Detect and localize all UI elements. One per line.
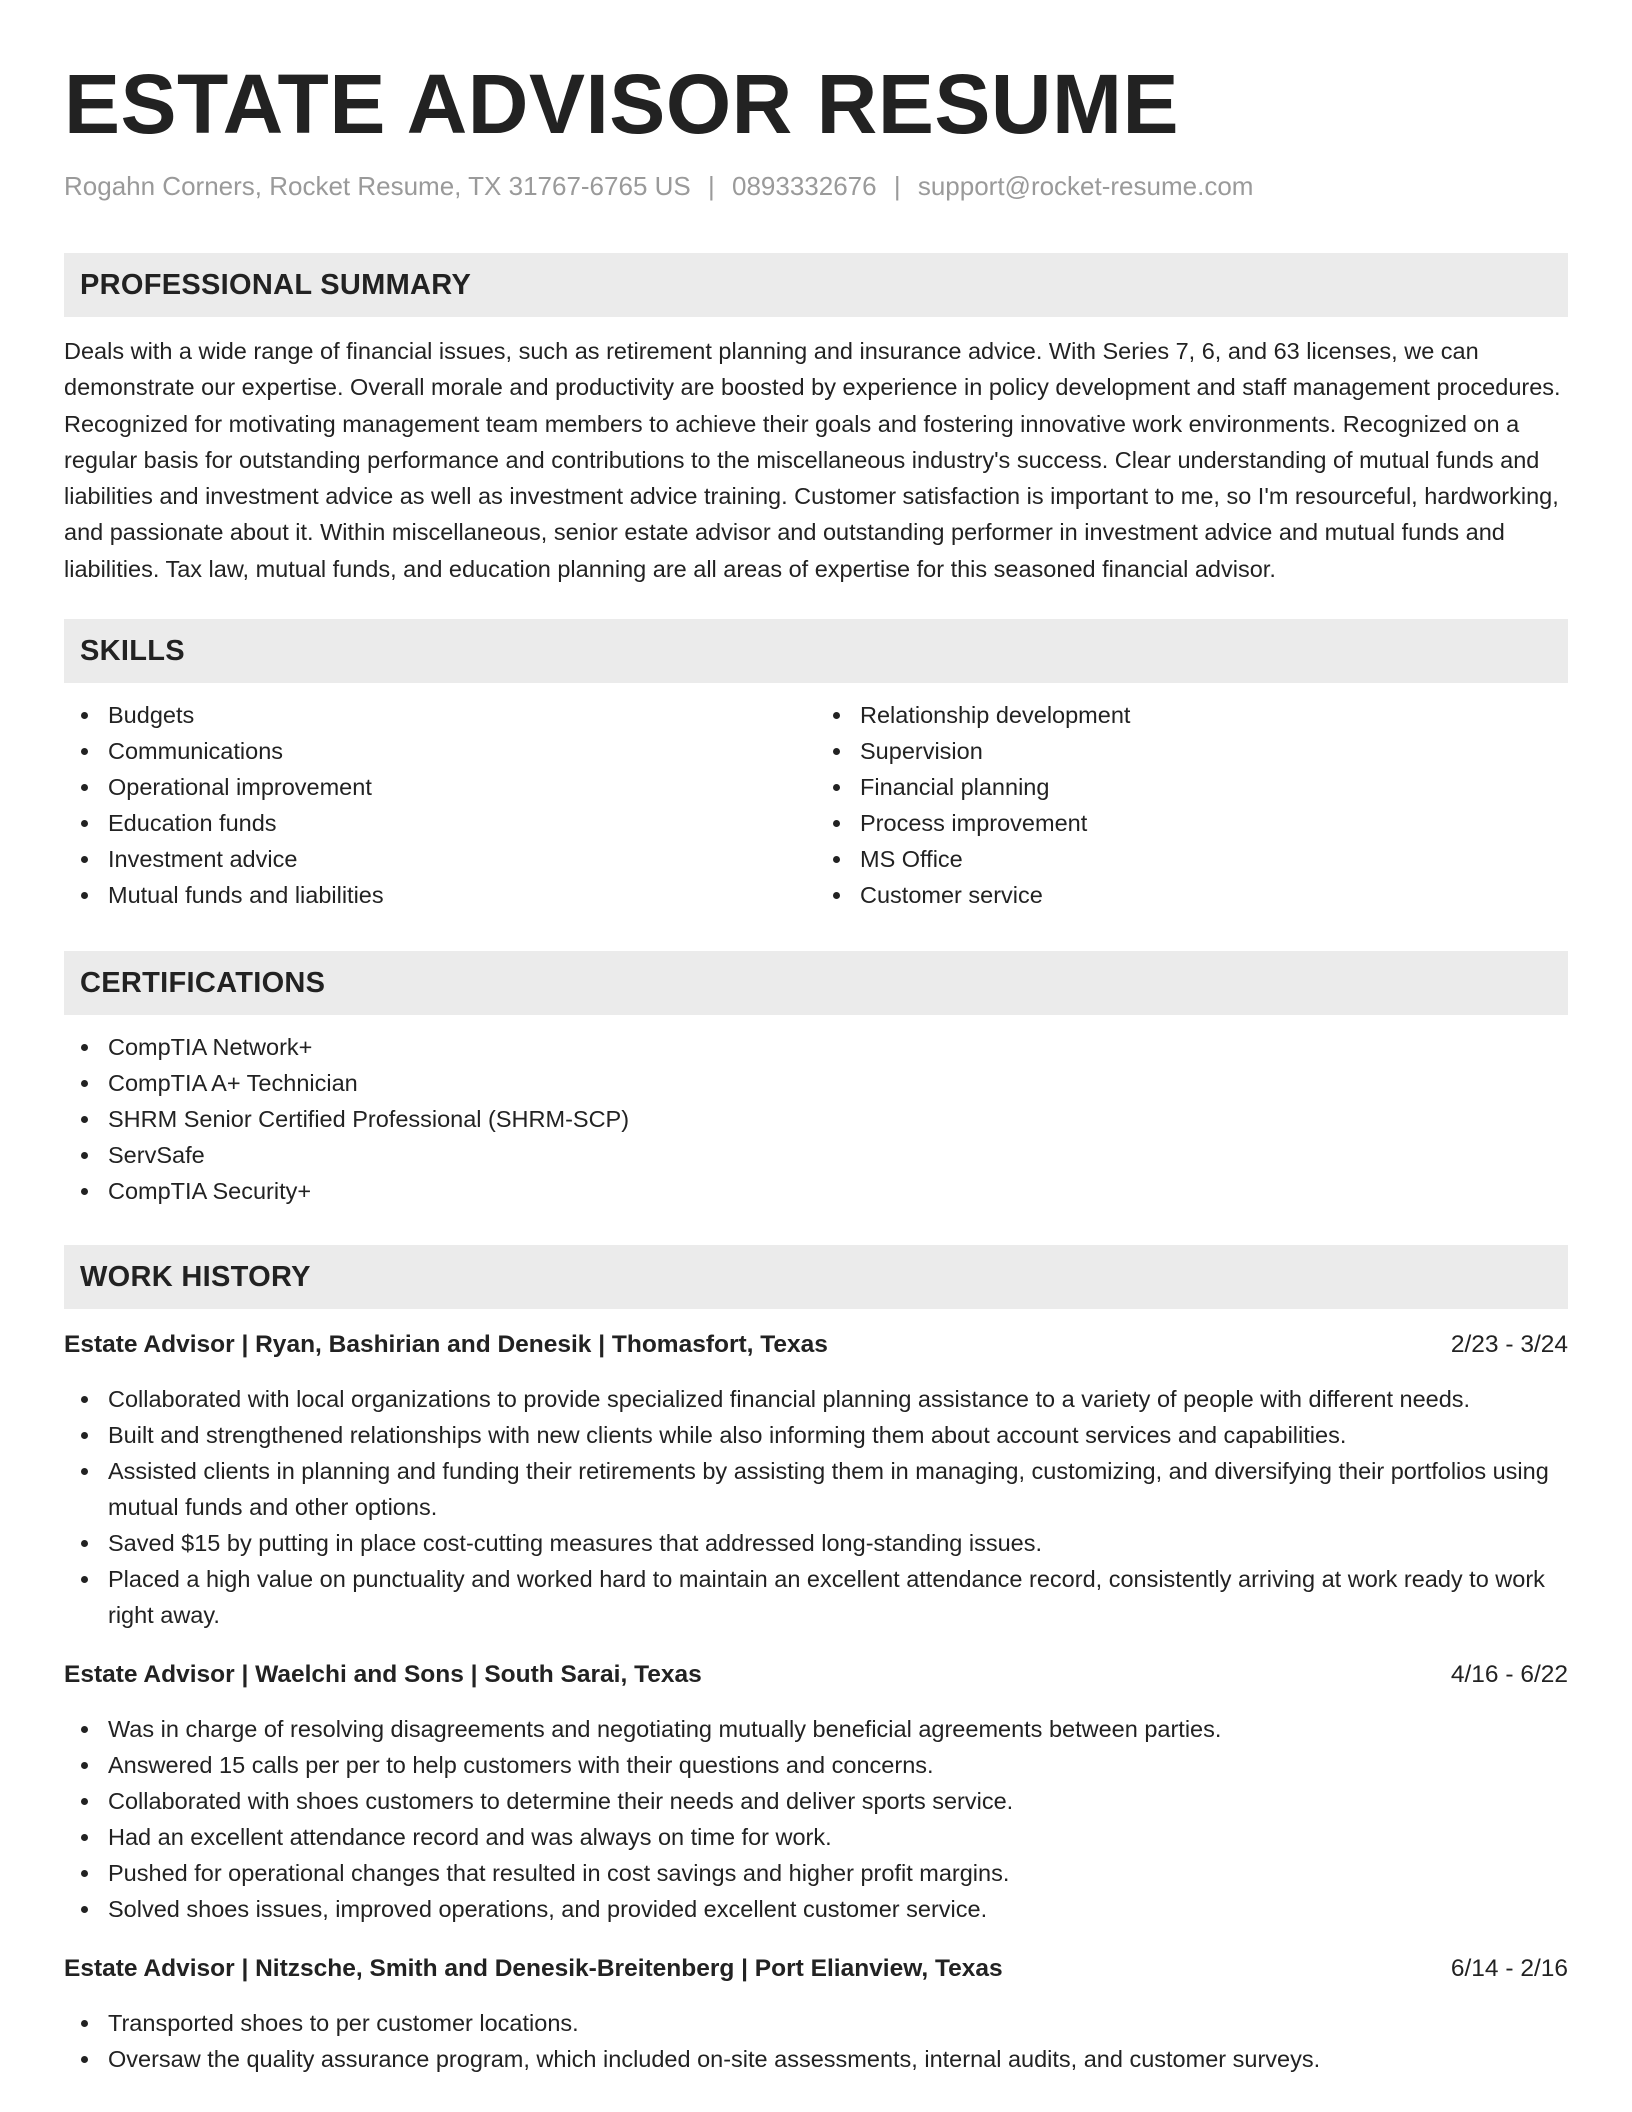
- job-bullet-list: [64, 2005, 1568, 2077]
- job-bullet: Built and strengthened relationships with new clients while also informing them about account services and capabilities.: [108, 1417, 1568, 1453]
- job-bullet: Pushed for operational changes that resulted in cost savings and higher profit margins.: [108, 1855, 1568, 1891]
- job-header: [64, 1327, 1568, 1363]
- skills-grid: [64, 697, 1568, 913]
- certifications-list: [64, 1029, 1568, 1209]
- skill-item: Communications: [108, 733, 816, 769]
- resume-page: [64, 0, 1568, 2077]
- skill-item: Process improvement: [860, 805, 1568, 841]
- summary-text: Deals with a wide range of financial issues, such as retirement planning and insurance advice. With Series 7, 6, and 63 licenses, we can demonstrate our expertise. Overall morale and productivity are boosted by experience in policy development and staff management procedures. Recognized for motivating management team members to achieve their goals and fostering innovative work environments. Recognized on a regular basis for outstanding performance and contributions to the miscellaneous industry's success. Clear understanding of mutual funds and liabilities and investment advice as well as investment advice training. Customer satisfaction is important to me, so I'm resourceful, hardworking, and passionate about it. Within miscellaneous, senior estate advisor and outstanding performer in investment advice and mutual funds and liabilities. Tax law, mutual funds, and education planning are all areas of expertise for this seasoned financial advisor.: [64, 338, 1561, 582]
- job-bullet: Transported shoes to per customer locations.: [108, 2005, 1568, 2041]
- certifications-heading: CERTIFICATIONS: [64, 951, 1568, 1015]
- contact-email: support@rocket-resume.com: [917, 171, 1254, 201]
- job-bullet: Was in charge of resolving disagreements and negotiating mutually beneficial agreements between parties.: [108, 1711, 1568, 1747]
- contact-address: Rogahn Corners, Rocket Resume, TX 31767-6765 US: [64, 171, 691, 201]
- job-entry: [64, 1951, 1568, 2077]
- contact-separator: |: [707, 171, 715, 201]
- skill-item: Investment advice: [108, 841, 816, 877]
- skill-item: Financial planning: [860, 769, 1568, 805]
- skills-column-right: [816, 697, 1568, 913]
- skill-item: Operational improvement: [108, 769, 816, 805]
- certification-item: CompTIA Network+: [108, 1029, 1568, 1065]
- job-bullet-list: [64, 1381, 1568, 1633]
- work-history-heading: WORK HISTORY: [64, 1245, 1568, 1309]
- job-dates: 6/14 - 2/16: [1450, 1955, 1568, 1983]
- job-bullet: Assisted clients in planning and funding their retirements by assisting them in managing, customizing, and diversifying their portfolios using mutual funds and other options.: [108, 1453, 1568, 1525]
- job-bullet: Had an excellent attendance record and was always on time for work.: [108, 1819, 1568, 1855]
- job-title: Estate Advisor | Ryan, Bashirian and Denesik | Thomasfort, Texas: [64, 1331, 828, 1359]
- resume-title: ESTATE ADVISOR RESUME: [64, 57, 1180, 151]
- job-title: Estate Advisor | Waelchi and Sons | South Sarai, Texas: [64, 1661, 702, 1689]
- job-entry: [64, 1327, 1568, 1633]
- skill-item: Mutual funds and liabilities: [108, 877, 816, 913]
- job-bullet: Collaborated with shoes customers to determine their needs and deliver sports service.: [108, 1783, 1568, 1819]
- job-bullet: Oversaw the quality assurance program, which included on-site assessments, internal audits, and customer surveys.: [108, 2041, 1568, 2077]
- certification-item: ServSafe: [108, 1137, 1568, 1173]
- job-bullet: Saved $15 by putting in place cost-cutting measures that addressed long-standing issues.: [108, 1525, 1568, 1561]
- skill-item: MS Office: [860, 841, 1568, 877]
- skill-item: Relationship development: [860, 697, 1568, 733]
- certification-item: CompTIA A+ Technician: [108, 1065, 1568, 1101]
- job-header: [64, 1657, 1568, 1693]
- skills-column-left: [64, 697, 816, 913]
- job-dates: 4/16 - 6/22: [1450, 1661, 1568, 1689]
- contact-separator: |: [893, 171, 901, 201]
- contact-line: [64, 170, 1568, 202]
- job-bullet: Placed a high value on punctuality and worked hard to maintain an excellent attendance record, consistently arriving at work ready to work right away.: [108, 1561, 1568, 1633]
- skill-item: Budgets: [108, 697, 816, 733]
- skill-item: Supervision: [860, 733, 1568, 769]
- job-bullet: Solved shoes issues, improved operations, and provided excellent customer service.: [108, 1891, 1568, 1927]
- job-title: Estate Advisor | Nitzsche, Smith and Denesik-Breitenberg | Port Elianview, Texas: [64, 1955, 1003, 1983]
- certification-item: SHRM Senior Certified Professional (SHRM-SCP): [108, 1101, 1568, 1137]
- job-entry: [64, 1657, 1568, 1927]
- skill-item: Customer service: [860, 877, 1568, 913]
- job-bullet: Collaborated with local organizations to provide specialized financial planning assistance to a variety of people with different needs.: [108, 1381, 1568, 1417]
- certification-item: CompTIA Security+: [108, 1173, 1568, 1209]
- contact-phone: 0893332676: [731, 171, 877, 201]
- job-bullet-list: [64, 1711, 1568, 1927]
- summary-heading: PROFESSIONAL SUMMARY: [64, 253, 1568, 317]
- job-header: [64, 1951, 1568, 1987]
- job-bullet: Answered 15 calls per per to help customers with their questions and concerns.: [108, 1747, 1568, 1783]
- skills-heading: SKILLS: [64, 619, 1568, 683]
- job-dates: 2/23 - 3/24: [1450, 1331, 1568, 1359]
- skill-item: Education funds: [108, 805, 816, 841]
